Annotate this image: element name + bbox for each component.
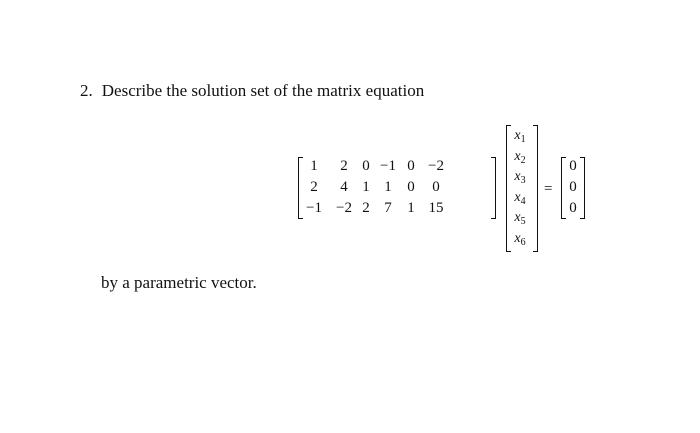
rhs-cell: 0 [569, 179, 577, 195]
unknown-x3 [507, 169, 533, 189]
rhs-cell: 0 [569, 200, 577, 216]
matrix-cell: −2 [428, 158, 444, 174]
matrix-cell: 2 [362, 200, 370, 216]
matrix-cell: 2 [340, 158, 348, 174]
matrix-cell: 0 [362, 158, 370, 174]
variable-subscript: 1 [520, 134, 526, 145]
problem-statement [80, 81, 424, 101]
matrix-cell: 2 [310, 179, 318, 195]
closing-text: by a parametric vector. [101, 273, 257, 292]
matrix-cell: −2 [336, 200, 352, 216]
matrix-cell: −1 [306, 200, 322, 216]
matrix-cell: 1 [384, 179, 392, 195]
matrix-cell: 7 [384, 200, 392, 216]
problem-number: 2. [80, 81, 93, 100]
variable-symbol: x [514, 210, 521, 225]
variable-symbol: x [514, 230, 521, 246]
matrix-cell: 0 [407, 179, 415, 195]
matrix-cell: 15 [428, 200, 444, 216]
matrix-cell: 4 [340, 179, 348, 195]
matrix-cell: 1 [310, 158, 318, 174]
unknown-x5 [507, 210, 533, 230]
matrix-cell: 0 [432, 179, 440, 195]
variable-symbol: x [514, 169, 521, 184]
matrix-cell: 1 [362, 179, 370, 195]
problem-text: Describe the solution set of the matrix equation [101, 81, 425, 100]
rhs-cell: 0 [569, 158, 577, 174]
matrix-right-bracket [491, 157, 496, 219]
variable-symbol: x [514, 189, 521, 205]
variable-subscript: 6 [520, 236, 526, 248]
unknown-x6 [507, 231, 533, 251]
equals-sign: = [544, 181, 553, 197]
matrix-cell: 1 [407, 200, 415, 216]
unknown-x4 [507, 190, 533, 210]
variable-subscript: 5 [520, 216, 526, 227]
matrix-equation [296, 123, 608, 255]
variable-subscript: 2 [520, 154, 526, 166]
unknown-x1 [507, 128, 533, 148]
matrix-cell: 0 [407, 158, 415, 174]
variable-symbol: x [514, 148, 521, 164]
variable-subscript: 3 [520, 175, 526, 186]
vector-right-bracket [533, 125, 538, 252]
variable-subscript: 4 [520, 195, 526, 207]
variable-symbol: x [514, 128, 521, 143]
matrix-cell: −1 [380, 158, 396, 174]
unknown-x2 [507, 149, 533, 169]
